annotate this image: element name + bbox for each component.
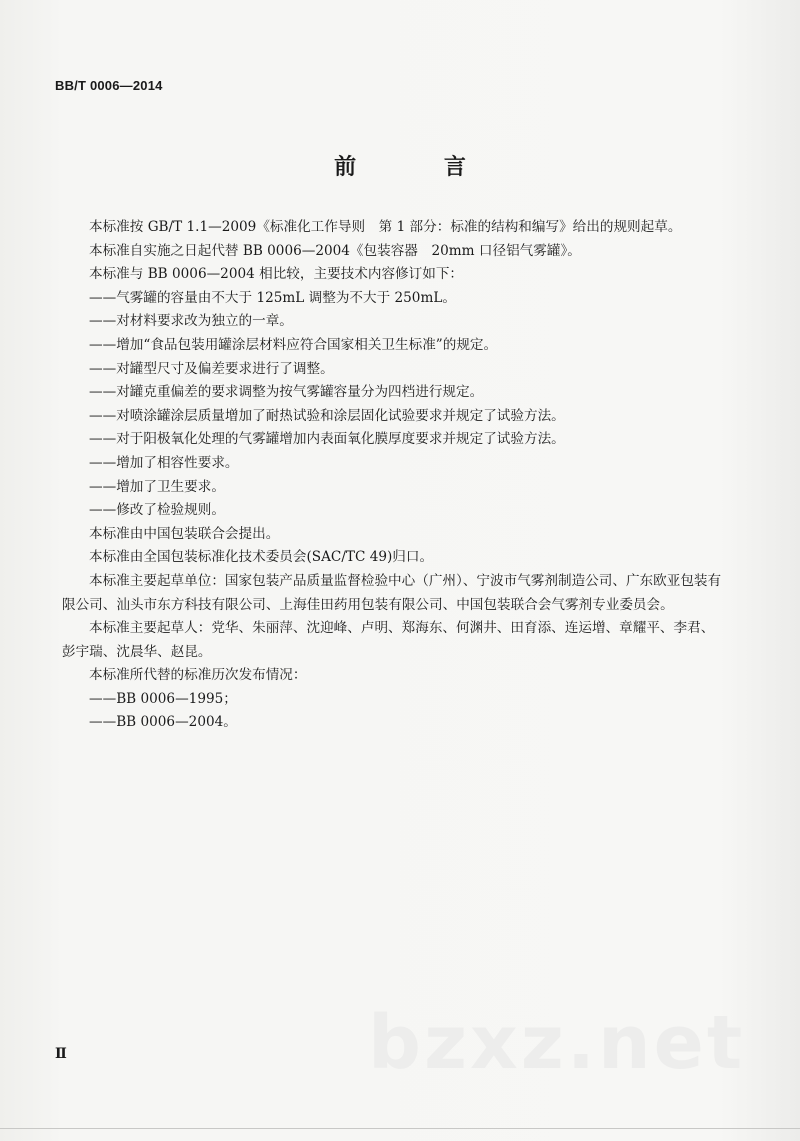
- change-item: ——增加了相容性要求。: [89, 454, 239, 471]
- change-item: ——对材料要求改为独立的一章。: [89, 313, 293, 330]
- paragraph-history-intro: 本标准所代替的标准历次发布情况：: [89, 667, 307, 684]
- paragraph-changes-intro: 本标准与 BB 0006—2004 相比较，主要技术内容修订如下：: [89, 266, 464, 283]
- change-item: ——对罐克重偏差的要求调整为按气雾罐容量分为四档进行规定。: [89, 384, 484, 401]
- watermark: bzxz.net: [368, 1000, 746, 1086]
- paragraph-drafters: 本标准主要起草人：党华、朱丽萍、沈迎峰、卢明、郑海东、何渊井、田育添、连运增、章耀平、李君、彭宇瑞、沈晨华、赵昆。: [62, 620, 715, 660]
- change-item: ——增加了卫生要求。: [89, 478, 225, 495]
- page-title: 前 言: [334, 155, 506, 180]
- change-item: ——对喷涂罐涂层质量增加了耐热试验和涂层固化试验要求并规定了试验方法。: [89, 407, 565, 424]
- paragraph-replaces: 本标准自实施之日起代替 BB 0006—2004《包装容器 20mm 口径铝气雾罐》。: [89, 242, 581, 259]
- history-item: ——BB 0006—1995；: [89, 690, 237, 707]
- paragraph-drafting-rules: 本标准按 GB/T 1.1—2009《标准化工作导则 第 1 部分：标准的结构和编写》给出的规则起草。: [89, 219, 682, 235]
- history-item: ——BB 0006—2004。: [89, 714, 237, 731]
- foreword-body: [62, 216, 724, 735]
- page-bottom-edge: [0, 1128, 800, 1129]
- change-item: ——气雾罐的容量由不大于 125mL 调整为不大于 250mL。: [89, 289, 456, 306]
- change-item: ——对于阳极氧化处理的气雾罐增加内表面氧化膜厚度要求并规定了试验方法。: [89, 431, 565, 448]
- change-item: ——对罐型尺寸及偏差要求进行了调整。: [89, 360, 334, 377]
- standard-code: BB/T 0006—2014: [55, 78, 163, 93]
- page-number: Ⅱ: [55, 1046, 67, 1062]
- paragraph-proposed-by: 本标准由中国包装联合会提出。: [89, 525, 280, 542]
- change-item: ——修改了检验规则。: [89, 502, 225, 519]
- paragraph-centralized-by: 本标准由全国包装标准化技术委员会(SAC/TC 49)归口。: [89, 549, 434, 566]
- paragraph-drafting-units: 本标准主要起草单位：国家包装产品质量监督检验中心（广州）、宁波市气雾剂制造公司、广东欧亚包装有限公司、汕头市东方科技有限公司、上海佳田药用包装有限公司、中国包装联合会气雾剂专业委员会。: [62, 572, 722, 613]
- change-item: ——增加“食品包装用罐涂层材料应符合国家相关卫生标准”的规定。: [89, 336, 498, 353]
